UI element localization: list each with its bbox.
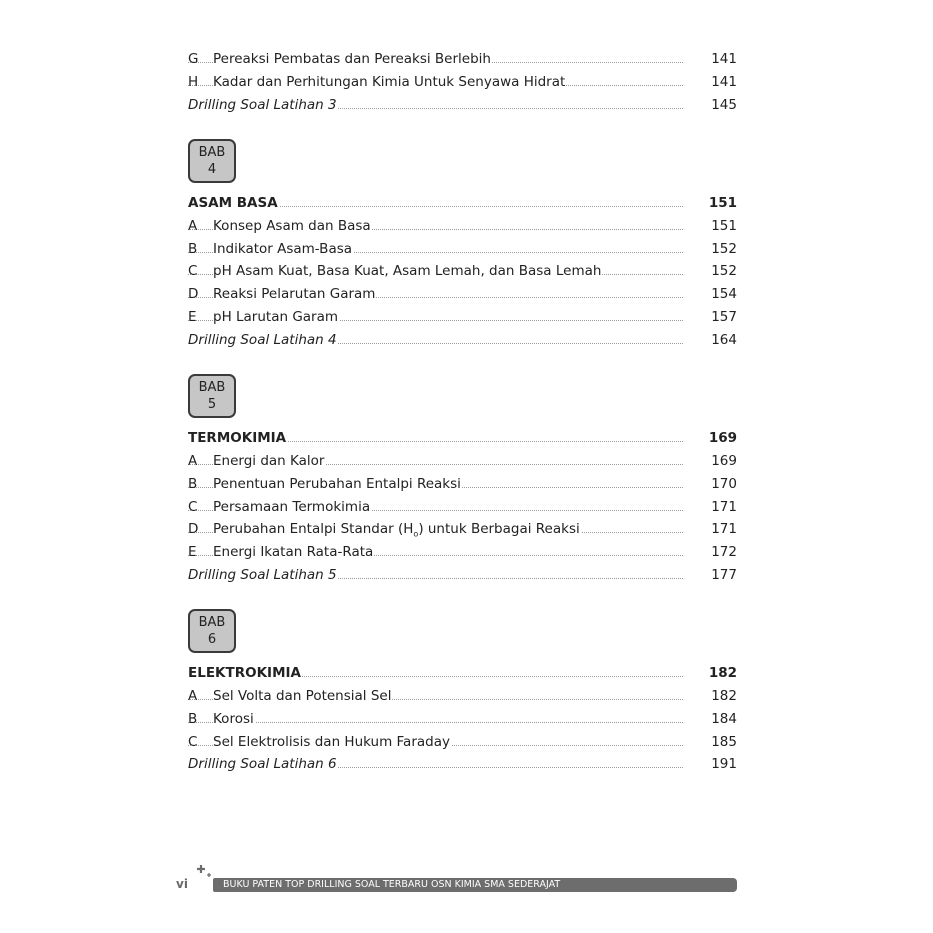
entry-page: 177 [711, 567, 737, 583]
chapter-page: 151 [708, 195, 737, 211]
entry-letter: E [188, 309, 197, 325]
entry-page: 141 [711, 51, 737, 67]
entry-page: 154 [711, 286, 737, 302]
entry-title: Sel Volta dan Potensial Sel [213, 685, 392, 707]
entry-letter: D [188, 286, 199, 302]
title-text: ) untuk Berbagai Reaksi [418, 521, 580, 537]
entry-letter: C [188, 263, 198, 279]
toc-entry[interactable] [188, 48, 737, 70]
entry-letter: A [188, 218, 198, 234]
toc-chapter-entry[interactable] [188, 192, 737, 214]
chapter-page: 182 [708, 665, 737, 681]
entry-letter: D [188, 521, 199, 537]
entry-page: 152 [711, 241, 737, 257]
bab-badge-5 [188, 374, 236, 418]
entry-title: Kadar dan Perhitungan Kimia Untuk Senyawa Hidrat [213, 71, 566, 93]
entry-page: 152 [711, 263, 737, 279]
dot-leader [188, 722, 683, 723]
chapter-title: ELEKTROKIMIA [188, 662, 302, 684]
toc-entry[interactable] [188, 473, 737, 495]
entry-page: 185 [711, 734, 737, 750]
entry-title: pH Asam Kuat, Basa Kuat, Asam Lemah, dan Basa Lemah [213, 260, 602, 282]
entry-title: pH Larutan Garam [213, 306, 339, 328]
entry-page: 164 [711, 332, 737, 348]
entry-letter: A [188, 688, 198, 704]
entry-letter: H [188, 74, 199, 90]
bab-number: 4 [207, 162, 217, 177]
entry-title: Korosi [213, 708, 255, 730]
entry-page: 145 [711, 97, 737, 113]
toc-entry[interactable] [188, 215, 737, 237]
chapter-title: ASAM BASA [188, 192, 279, 214]
title-text: Perubahan Entalpi Standar (H [213, 521, 414, 537]
entry-title: Sel Elektrolisis dan Hukum Faraday [213, 731, 451, 753]
toc-entry[interactable] [188, 685, 737, 707]
entry-page: 171 [711, 499, 737, 515]
footer-title-bar [213, 878, 737, 892]
entry-page: 151 [711, 218, 737, 234]
toc-drilling-entry[interactable] [188, 94, 737, 116]
entry-page: 169 [711, 453, 737, 469]
entry-title: Pereaksi Pembatas dan Pereaksi Berlebih [213, 48, 492, 70]
bab-number: 6 [207, 632, 217, 647]
toc-chapter-entry[interactable] [188, 662, 737, 684]
toc-chapter-entry[interactable] [188, 427, 737, 449]
toc-entry[interactable] [188, 496, 737, 518]
entry-letter: B [188, 711, 198, 727]
entry-title: Drilling Soal Latihan 6 [188, 753, 338, 775]
bab-word: BAB [198, 145, 226, 160]
entry-letter: E [188, 544, 197, 560]
entry-page: 170 [711, 476, 737, 492]
entry-page: 141 [711, 74, 737, 90]
toc-entry[interactable] [188, 260, 737, 282]
toc-entry[interactable] [188, 518, 737, 540]
entry-letter: B [188, 476, 198, 492]
toc-entry[interactable] [188, 238, 737, 260]
bab-badge-6 [188, 609, 236, 653]
chapter-title: TERMOKIMIA [188, 427, 287, 449]
toc-entry[interactable] [188, 71, 737, 93]
entry-title: Indikator Asam-Basa [213, 238, 353, 260]
toc-drilling-entry[interactable] [188, 564, 737, 586]
subscript: o [413, 529, 419, 539]
entry-title: Energi dan Kalor [213, 450, 325, 472]
entry-title: Drilling Soal Latihan 3 [188, 94, 338, 116]
entry-page: 157 [711, 309, 737, 325]
entry-page: 172 [711, 544, 737, 560]
entry-title: Reaksi Pelarutan Garam [213, 283, 376, 305]
bab-word: BAB [198, 380, 226, 395]
entry-page: 171 [711, 521, 737, 537]
toc-entry[interactable] [188, 541, 737, 563]
entry-title: Persamaan Termokimia [213, 496, 371, 518]
toc-entry[interactable] [188, 306, 737, 328]
entry-title: Penentuan Perubahan Entalpi Reaksi [213, 473, 462, 495]
entry-letter: A [188, 453, 198, 469]
entry-page: 191 [711, 756, 737, 772]
footer-page-number: vi [176, 877, 188, 891]
entry-title: Drilling Soal Latihan 4 [188, 329, 338, 351]
entry-title: Drilling Soal Latihan 5 [188, 564, 338, 586]
entry-letter: C [188, 499, 198, 515]
bab-badge-4 [188, 139, 236, 183]
entry-letter: B [188, 241, 198, 257]
toc-drilling-entry[interactable] [188, 329, 737, 351]
toc-entry[interactable] [188, 450, 737, 472]
entry-page: 184 [711, 711, 737, 727]
entry-letter: C [188, 734, 198, 750]
toc-entry[interactable] [188, 708, 737, 730]
toc-entry[interactable] [188, 731, 737, 753]
entry-page: 182 [711, 688, 737, 704]
toc-drilling-entry[interactable] [188, 753, 737, 775]
bab-word: BAB [198, 615, 226, 630]
entry-letter: G [188, 51, 199, 67]
chapter-page: 169 [708, 430, 737, 446]
bab-number: 5 [207, 397, 217, 412]
toc-entry[interactable] [188, 283, 737, 305]
footer-book-title: BUKU PATEN TOP DRILLING SOAL TERBARU OSN KIMIA SMA SEDERAJAT [223, 879, 561, 890]
entry-title: Energi Ikatan Rata-Rata [213, 541, 374, 563]
entry-title [213, 518, 581, 540]
entry-title: Konsep Asam dan Basa [213, 215, 372, 237]
